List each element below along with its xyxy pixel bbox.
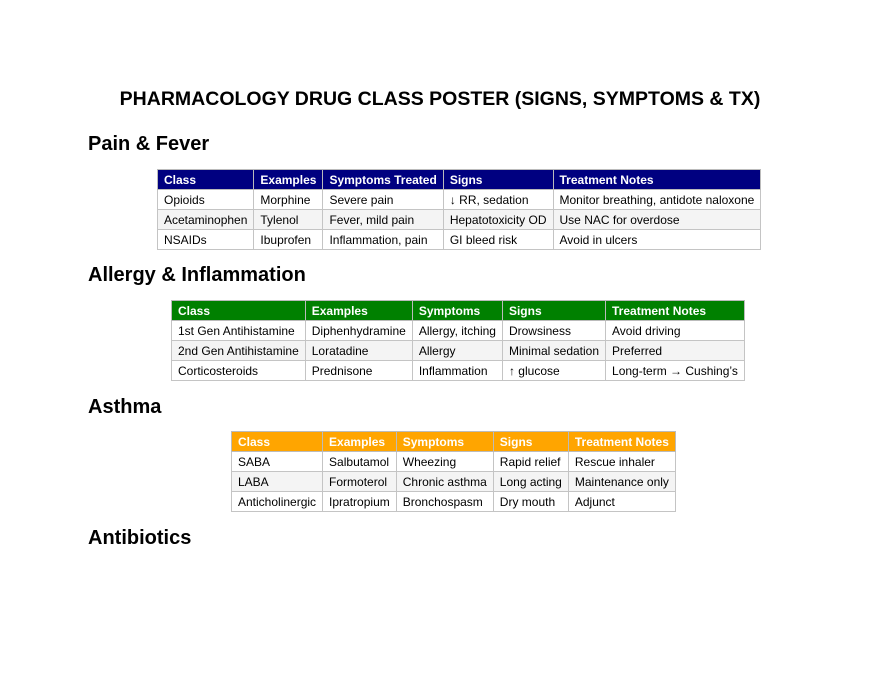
table-row — [158, 190, 761, 210]
table-cell: Loratadine — [305, 341, 412, 361]
table-cell: SABA — [232, 452, 323, 472]
column-header: Treatment Notes — [553, 170, 761, 190]
table-cell: Long-term → Cushing’s — [606, 361, 745, 381]
table-row — [232, 472, 676, 492]
table-cell: Adjunct — [568, 492, 675, 512]
table-cell: Corticosteroids — [172, 361, 306, 381]
allergy-inflammation-table — [171, 300, 745, 381]
table-cell: Formoterol — [323, 472, 397, 492]
table-cell: GI bleed risk — [443, 230, 553, 250]
table-cell: LABA — [232, 472, 323, 492]
table-cell: Anticholinergic — [232, 492, 323, 512]
table-cell: Salbutamol — [323, 452, 397, 472]
asthma-table — [231, 431, 676, 512]
column-header: Class — [232, 432, 323, 452]
table-row — [172, 321, 745, 341]
table-cell: ↑ glucose — [502, 361, 605, 381]
table-cell: Allergy — [412, 341, 502, 361]
table-cell: Severe pain — [323, 190, 443, 210]
column-header: Signs — [443, 170, 553, 190]
column-header: Symptoms — [396, 432, 493, 452]
pain-fever-table — [157, 169, 761, 250]
table-cell: Ibuprofen — [254, 230, 323, 250]
table-cell: Avoid driving — [606, 321, 745, 341]
column-header: Symptoms Treated — [323, 170, 443, 190]
table-row — [232, 492, 676, 512]
column-header: Class — [158, 170, 254, 190]
table-cell: Long acting — [493, 472, 568, 492]
table-cell: NSAIDs — [158, 230, 254, 250]
table-cell: Drowsiness — [502, 321, 605, 341]
table-cell: Rescue inhaler — [568, 452, 675, 472]
column-header: Class — [172, 301, 306, 321]
table-header-row — [158, 170, 761, 190]
table-row — [172, 361, 745, 381]
table-cell: Avoid in ulcers — [553, 230, 761, 250]
table-cell: Inflammation — [412, 361, 502, 381]
table-cell: Monitor breathing, antidote naloxone — [553, 190, 761, 210]
table-cell: Use NAC for overdose — [553, 210, 761, 230]
column-header: Examples — [323, 432, 397, 452]
section-heading-asthma: Asthma — [88, 396, 162, 418]
table-row — [232, 452, 676, 472]
column-header: Treatment Notes — [568, 432, 675, 452]
table-cell: Maintenance only — [568, 472, 675, 492]
table-cell: Tylenol — [254, 210, 323, 230]
section-heading-antibiotics: Antibiotics — [88, 527, 192, 549]
table-cell: Fever, mild pain — [323, 210, 443, 230]
table-cell: Bronchospasm — [396, 492, 493, 512]
table-cell: Opioids — [158, 190, 254, 210]
column-header: Symptoms — [412, 301, 502, 321]
column-header: Signs — [502, 301, 605, 321]
table-cell: Minimal sedation — [502, 341, 605, 361]
table-cell: Dry mouth — [493, 492, 568, 512]
column-header: Examples — [305, 301, 412, 321]
table-cell: 1st Gen Antihistamine — [172, 321, 306, 341]
table-row — [158, 210, 761, 230]
table-cell: Allergy, itching — [412, 321, 502, 341]
table-cell: ↓ RR, sedation — [443, 190, 553, 210]
section-heading-pain-fever: Pain & Fever — [88, 133, 210, 155]
table-header-row — [232, 432, 676, 452]
table-cell: Morphine — [254, 190, 323, 210]
column-header: Treatment Notes — [606, 301, 745, 321]
table-cell: Chronic asthma — [396, 472, 493, 492]
table-cell: Rapid relief — [493, 452, 568, 472]
table-cell: Preferred — [606, 341, 745, 361]
section-heading-allergy-inflammation: Allergy & Inflammation — [88, 264, 306, 286]
table-cell: Hepatotoxicity OD — [443, 210, 553, 230]
column-header: Signs — [493, 432, 568, 452]
table-header-row — [172, 301, 745, 321]
table-cell: Wheezing — [396, 452, 493, 472]
table-cell: Ipratropium — [323, 492, 397, 512]
table-row — [172, 341, 745, 361]
table-cell: Acetaminophen — [158, 210, 254, 230]
table-cell: 2nd Gen Antihistamine — [172, 341, 306, 361]
table-row — [158, 230, 761, 250]
table-cell: Diphenhydramine — [305, 321, 412, 341]
poster-title: PHARMACOLOGY DRUG CLASS POSTER (SIGNS, SYMPTOMS & TX) — [119, 88, 761, 110]
table-cell: Prednisone — [305, 361, 412, 381]
column-header: Examples — [254, 170, 323, 190]
table-cell: Inflammation, pain — [323, 230, 443, 250]
